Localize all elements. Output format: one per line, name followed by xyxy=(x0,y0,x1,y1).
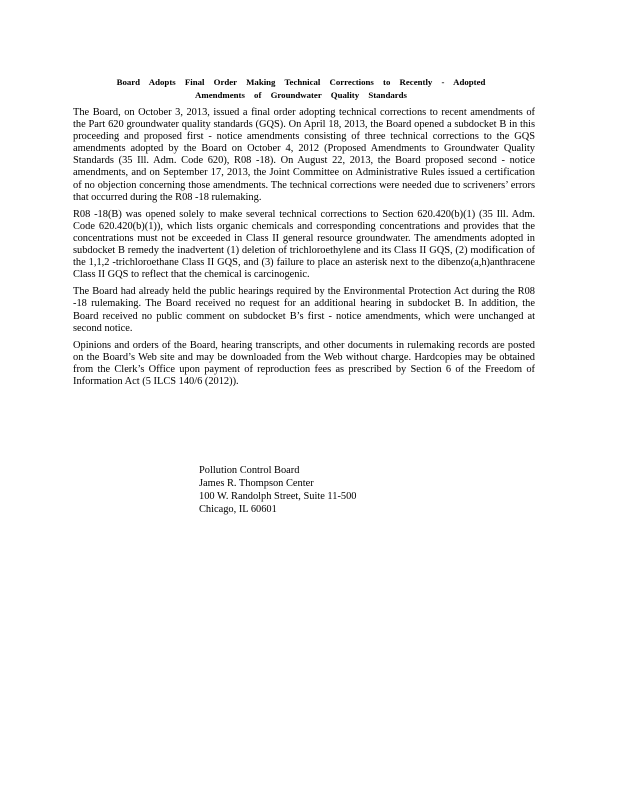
mailing-address xyxy=(199,464,357,516)
address-line-3: 100 W. Randolph Street, Suite 11-500 xyxy=(199,491,357,502)
paragraph-1: The Board, on October 3, 2013, issued a final order adopting technical corrections to recent amendments of the Part 620 groundwater quality standards (GQS). On April 18, 2013, the Board opened a subdocket B in this proceeding and proposed first - notice amendments consisting of three technical corrections to the GQS amendments adopted by the Board on October 4, 2012 (Proposed Amendments to Groundwater Quality Standards (35 Ill. Adm. Code 620), R08 -18). On August 22, 2013, the Board proposed second - notice amendments, and on September 17, 2013, the Joint Committee on Administrative Rules issued a certification of no objection concerning those amendments. The technical corrections were needed due to scriveners’ errors that occurred during the R08 -18 rulemaking. xyxy=(73,107,535,203)
document-title xyxy=(96,76,506,102)
address-line-4: Chicago, IL 60601 xyxy=(199,504,277,515)
paragraph-4: Opinions and orders of the Board, hearing transcripts, and other documents in rulemaking records are posted on the Board’s Web site and may be downloaded from the Web without charge. Hardcopies may be obtained from the Clerk’s Office upon payment of reproduction fees as prescribed by Section 6 of the Freedom of Information Act (5 ILCS 140/6 (2012)). xyxy=(73,339,535,387)
title-line-1: Board Adopts Final Order Making Technical Corrections to Recently - Adopted xyxy=(116,77,486,87)
paragraph-3: The Board had already held the public hearings required by the Environmental Protection Act during the R08 -18 rulemaking. The Board received no request for an additional hearing in subdocket B. In addition, the Board received no public comment on subdocket B’s first - notice amendments, which were unchanged at second notice. xyxy=(73,286,535,334)
paragraph-2: R08 -18(B) was opened solely to make several technical corrections to Section 620.420(b)(1) (35 Ill. Adm. Code 620.420(b)(1)), which lists organic chemicals and corresponding concentrations and provides that the concentrations must not be exceeded in Class II general resource groundwater. The amendments adopted in subdocket B remedy the inadvertent (1) deletion of trichloroethylene and its Class II GQS, (2) modification of the 1,1,2 -trichloroethane Class II GQS, and (3) failure to place an asterisk next to the dibenzo(a,h)anthracene Class II GQS to reflect that the chemical is carcinogenic. xyxy=(73,208,535,281)
document-body xyxy=(73,107,535,393)
title-line-2: Amendments of Groundwater Quality Standards xyxy=(195,90,407,100)
address-line-2: James R. Thompson Center xyxy=(199,478,314,489)
address-line-1: Pollution Control Board xyxy=(199,465,300,476)
